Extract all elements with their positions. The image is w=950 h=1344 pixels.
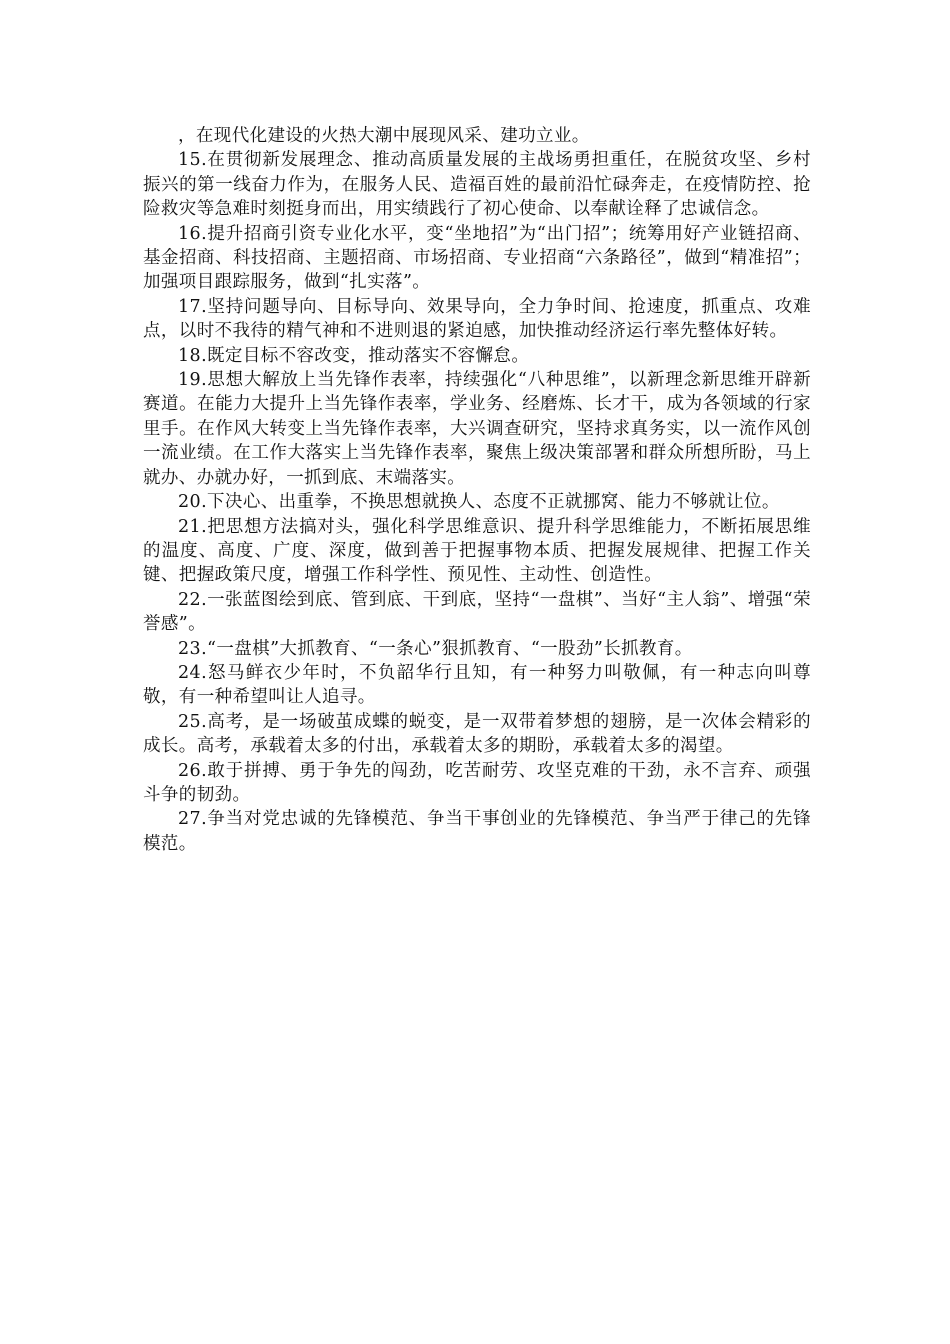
paragraph-17: 17.坚持问题导向、目标导向、效果导向，全力争时间、抢速度，抓重点、攻难点，以时不我待的精气神和不进则退的紧迫感，加快推动经济运行率先整体好转。 xyxy=(143,296,811,342)
paragraph-15: 15.在贯彻新发展理念、推动高质量发展的主战场勇担重任，在脱贫攻坚、乡村振兴的第一线奋力作为，在服务人民、造福百姓的最前沿忙碌奔走，在疫情防控、抢险救灾等急难时刻挺身而出，用实绩践行了初心使命、以奉献诠释了忠诚信念。 xyxy=(143,150,811,220)
paragraph-25: 25.高考，是一场破茧成蝶的蜕变，是一双带着梦想的翅膀，是一次体会精彩的成长。高考，承载着太多的付出，承载着太多的期盼，承载着太多的渴望。 xyxy=(143,711,811,757)
paragraph-27: 27.争当对党忠诚的先锋模范、争当干事创业的先锋模范、争当严于律己的先锋模范。 xyxy=(143,809,811,854)
paragraph-continuation: ，在现代化建设的火热大潮中展现风采、建功立业。 xyxy=(178,126,590,146)
paragraph-19: 19.思想大解放上当先锋作表率，持续强化“八种思维”，以新理念新思维开辟新赛道。在能力大提升上当先锋作表率，学业务、经磨炼、长才干，成为各领域的行家里手。在作风大转变上当先锋作表率，大兴调查研究，坚持求真务实，以一流作风创一流业绩。在工作大落实上当先锋作表率，聚焦上级决策部署和群众所想所盼，马上就办、办就办好，一抓到底、末端落实。 xyxy=(143,370,811,488)
paragraph-22: 22.一张蓝图绘到底、管到底、干到底，坚持“一盘棋”、当好“主人翁”、增强“荣誉感”。 xyxy=(143,589,811,635)
paragraph-18: 18.既定目标不容改变，推动落实不容懈怠。 xyxy=(178,345,530,366)
paragraph-16: 16.提升招商引资专业化水平，变“坐地招”为“出门招”；统筹用好产业链招商、基金招商、科技招商、主题招商、市场招商、专业招商“六条路径”，做到“精准招”；加强项目跟踪服务，做到“扎实落”。 xyxy=(143,223,811,293)
paragraph-23: 23.“一盘棋”大抓教育、“一条心”狠抓教育、“一股劲”长抓教育。 xyxy=(178,638,693,659)
paragraph-24: 24.怒马鲜衣少年时，不负韶华行且知，有一种努力叫敬佩，有一种志向叫尊敬，有一种希望叫让人追寻。 xyxy=(143,662,811,708)
paragraph-26: 26.敢于拼搏、勇于争先的闯劲，吃苦耐劳、攻坚克难的干劲，永不言弃、顽强斗争的韧劲。 xyxy=(143,760,811,805)
paragraph-21: 21.把思想方法搞对头，强化科学思维意识、提升科学思维能力，不断拓展思维的温度、高度、广度、深度，做到善于把握事物本质、把握发展规律、把握工作关键、把握政策尺度，增强工作科学性、预见性、主动性、创造性。 xyxy=(143,516,811,586)
document-body xyxy=(143,124,811,856)
paragraph-20: 20.下决心、出重拳，不换思想就换人、态度不正就挪窝、能力不够就让位。 xyxy=(178,492,780,513)
